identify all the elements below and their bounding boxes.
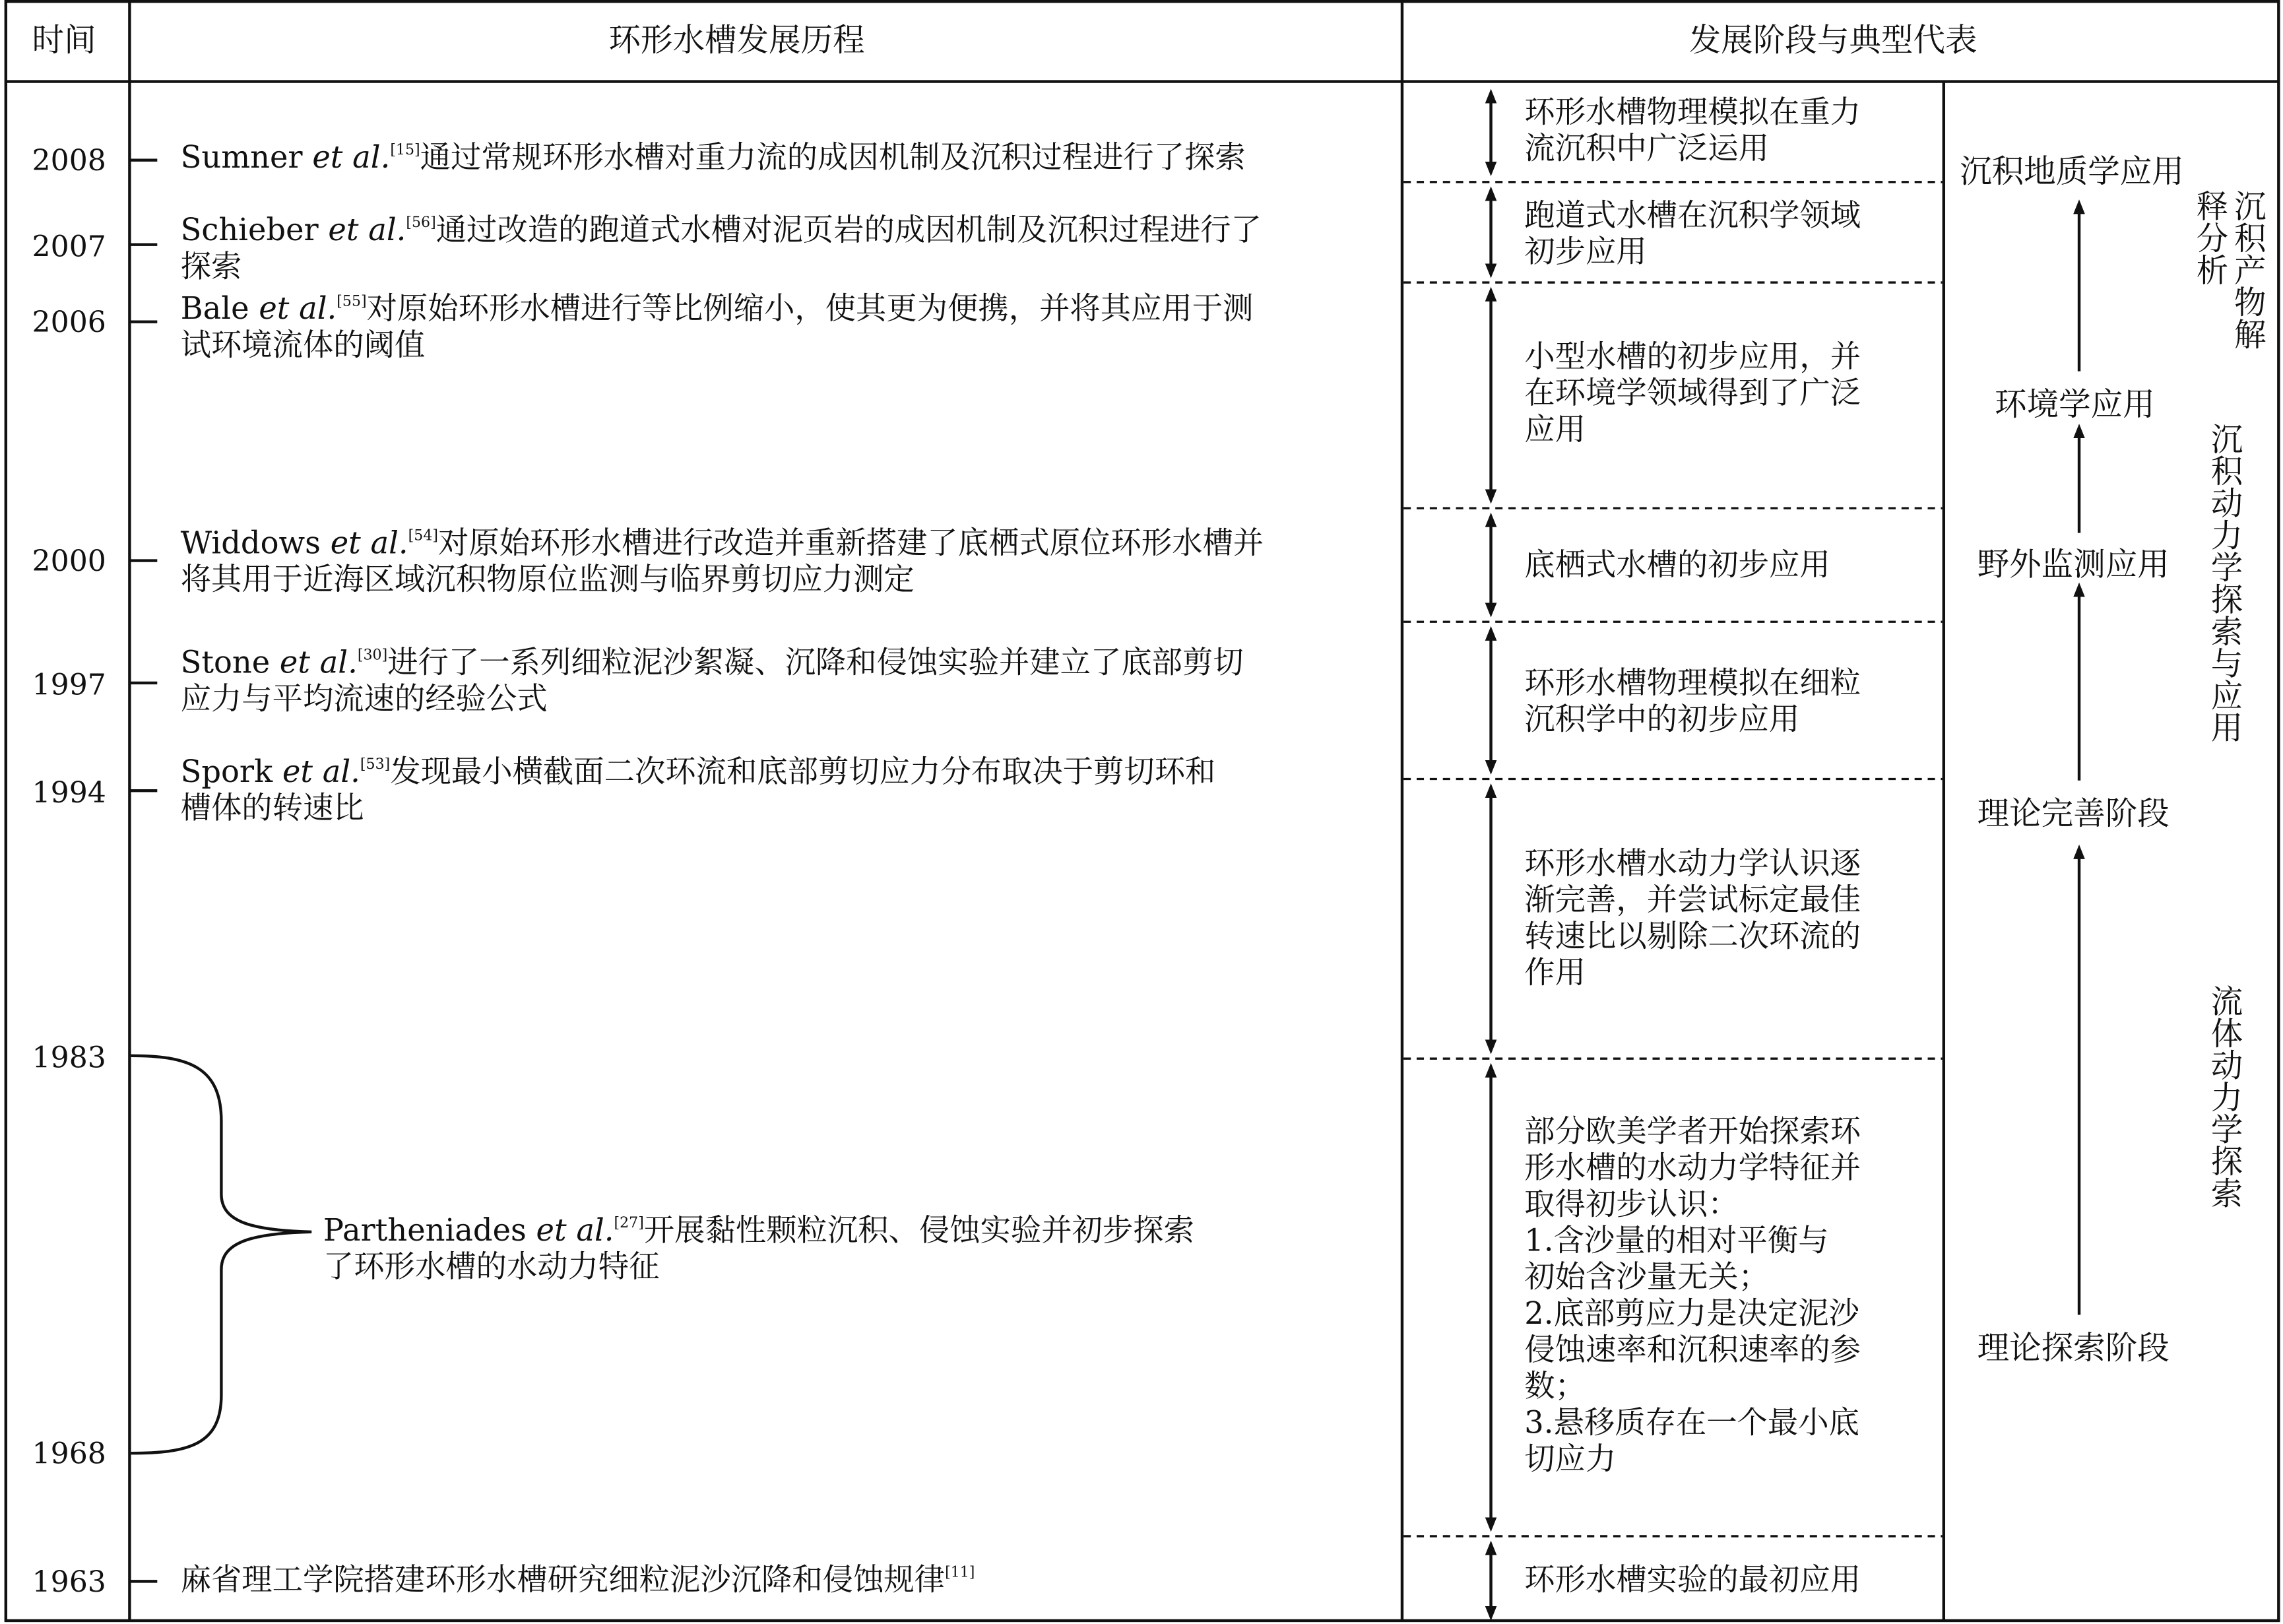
- event-text: 进行了一系列细粒泥沙絮凝、沉降和侵蚀实验并建立了底部剪切: [387, 645, 1244, 680]
- typical-stage-label: 环境学应用: [1995, 387, 2155, 424]
- event-ref: [27]: [614, 1216, 644, 1232]
- event-etal: et al.: [536, 1213, 614, 1249]
- stage-line: 切应力: [1524, 1441, 1617, 1477]
- event-etal: et al.: [312, 139, 391, 175]
- year-label: 1968: [32, 1435, 106, 1471]
- year-ticks: [129, 160, 157, 1582]
- stage-cell: [1524, 665, 1861, 738]
- header-stages: 发展阶段与典型代表: [1688, 23, 1978, 60]
- stage-cell: [1524, 1114, 1861, 1478]
- stage-line: 数；: [1524, 1369, 1586, 1404]
- event-entry: [181, 140, 1246, 182]
- event-ref: [53]: [360, 757, 391, 773]
- stage-line: 初始含沙量无关；: [1524, 1259, 1770, 1295]
- stage-line: 小型水槽的初步应用，并: [1524, 339, 1861, 375]
- event-author: Sumner: [180, 139, 303, 175]
- stage-line: 作用: [1524, 955, 1586, 991]
- stage-cell: [1524, 548, 1830, 584]
- typical-stage-label: 理论探索阶段: [1977, 1330, 2170, 1367]
- curly-brace: [131, 1056, 312, 1453]
- event-text: 开展黏性颗粒沉积、侵蚀实验并初步探索: [643, 1213, 1194, 1249]
- stage-line: 形水槽的水动力学特征并: [1524, 1150, 1861, 1186]
- stage-line: 沉积学中的初步应用: [1524, 701, 1800, 737]
- stage-line: 转速比以剔除二次环流的: [1524, 919, 1861, 954]
- stage-cell: [1524, 339, 1861, 448]
- event-etal: et al.: [282, 754, 360, 789]
- year-label: 1963: [32, 1563, 106, 1599]
- event-text-cont: 了环形水槽的水动力特征: [323, 1249, 660, 1285]
- stage-cell: [1524, 198, 1861, 271]
- year-label: 2008: [32, 143, 106, 178]
- stage-line: 侵蚀速率和沉积速率的参: [1524, 1332, 1861, 1367]
- phase-label: 沉积产物解释分析: [2191, 189, 2266, 350]
- stage-line: 部分欧美学者开始探索环: [1524, 1114, 1861, 1150]
- phase-label: 流体动力学探索: [2205, 984, 2243, 1209]
- stage-line: 环形水槽物理模拟在重力: [1524, 94, 1861, 130]
- event-text-cont: 槽体的转速比: [180, 791, 364, 826]
- event-author: Bale: [180, 291, 249, 327]
- event-etal: et al.: [259, 291, 337, 327]
- stage-line: 底栖式水槽的初步应用: [1524, 547, 1830, 583]
- stage-cell: [1524, 846, 1861, 992]
- event-author: Spork: [180, 754, 273, 789]
- year-label: 2000: [32, 543, 106, 579]
- event-text: 通过改造的跑道式水槽对泥页岩的成因机制及沉积过程进行了: [435, 212, 1262, 248]
- event-ref: [30]: [357, 647, 388, 665]
- header-history: 环形水槽发展历程: [608, 23, 865, 60]
- event-text: 麻省理工学院搭建环形水槽研究细粒泥沙沉降和侵蚀规律: [180, 1562, 946, 1598]
- stage-cell: [1524, 1563, 1861, 1599]
- header-time: 时间: [32, 23, 96, 60]
- year-label: 2007: [32, 228, 106, 264]
- event-author: Widdows: [180, 525, 321, 561]
- event-ref: [55]: [337, 294, 367, 311]
- event-text-cont: 将其用于近海区域沉积物原位监测与临界剪切应力测定: [180, 562, 915, 597]
- event-author: Partheniades: [323, 1213, 527, 1249]
- year-label: 1983: [32, 1039, 106, 1075]
- event-entry: [181, 212, 1262, 255]
- phase-label: 沉积动力学探索与应用: [2205, 422, 2243, 743]
- stage-line: 环形水槽物理模拟在细粒: [1524, 665, 1861, 701]
- event-ref: [11]: [945, 1565, 975, 1582]
- stage-line: 取得初步认识：: [1524, 1186, 1739, 1222]
- event-author: Schieber: [180, 212, 319, 248]
- event-etal: et al.: [279, 645, 358, 680]
- stage-line: 流沉积中广泛运用: [1524, 131, 1770, 166]
- event-etal: et al.: [330, 525, 408, 561]
- stage-line: 2.底部剪应力是决定泥沙: [1524, 1295, 1859, 1331]
- year-label: 1994: [32, 774, 106, 810]
- event-text: 对原始环形水槽进行改造并重新搭建了底栖式原位环形水槽并: [437, 525, 1264, 561]
- stage-line: 渐完善，并尝试标定最佳: [1524, 882, 1861, 918]
- event-text-cont: 探索: [180, 249, 242, 284]
- event-author: Stone: [180, 645, 271, 680]
- event-ref: [56]: [406, 215, 436, 232]
- event-text: 发现最小横截面二次环流和底部剪切应力分布取决于剪切环和: [390, 754, 1216, 789]
- stage-line: 环形水槽实验的最初应用: [1524, 1562, 1861, 1598]
- event-ref: [54]: [408, 528, 438, 545]
- stage-line: 环形水槽水动力学认识逐: [1524, 846, 1861, 881]
- event-text-cont: 试环境流体的阈值: [180, 327, 426, 363]
- typical-stage-label: 沉积地质学应用: [1960, 154, 2184, 191]
- stage-line: 应用: [1524, 412, 1586, 447]
- event-text-cont: 应力与平均流速的经验公式: [180, 681, 548, 717]
- year-label: 1997: [32, 666, 106, 702]
- typical-stage-label: 理论完善阶段: [1977, 796, 2170, 833]
- stage-line: 3.悬移质存在一个最小底: [1524, 1405, 1859, 1441]
- event-etal: et al.: [328, 212, 406, 248]
- stage-cell: [1524, 94, 1861, 167]
- event-entry: [181, 1563, 975, 1605]
- event-text: 通过常规环形水槽对重力流的成因机制及沉积过程进行了探索: [420, 139, 1246, 175]
- stage-line: 跑道式水槽在沉积学领域: [1524, 198, 1861, 234]
- stage-line: 在环境学领域得到了广泛: [1524, 375, 1861, 411]
- year-label: 2006: [32, 304, 106, 340]
- stage-line: 1.含沙量的相对平衡与: [1524, 1223, 1829, 1258]
- event-text: 对原始环形水槽进行等比例缩小，使其更为便携，并将其应用于测: [366, 291, 1254, 327]
- typical-stage-label: 野外监测应用: [1977, 547, 2170, 584]
- event-ref: [15]: [390, 143, 420, 159]
- stage-line: 初步应用: [1524, 234, 1647, 270]
